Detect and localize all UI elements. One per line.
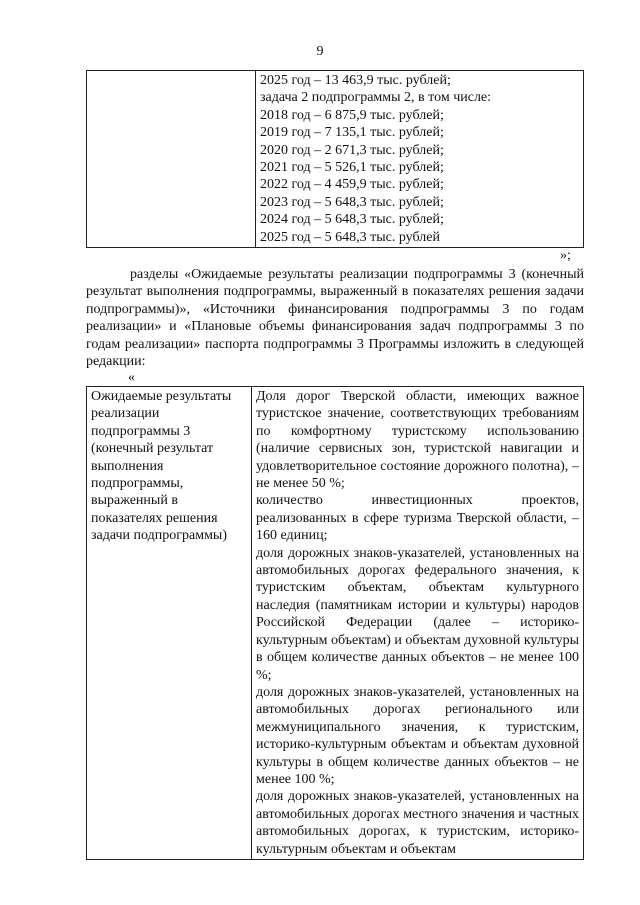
financing-line: 2023 год – 5 648,3 тыс. рублей;	[260, 194, 444, 210]
financing-line: 2019 год – 7 135,1 тыс. рублей;	[260, 125, 444, 141]
financing-line: 2025 год – 5 648,3 тыс. рублей	[260, 229, 440, 245]
financing-line: задача 2 подпрограммы 2, в том числе:	[260, 90, 492, 106]
financing-line: 2018 год – 6 875,9 тыс. рублей;	[260, 107, 444, 123]
page-number: 9	[316, 44, 324, 59]
financing-table	[86, 70, 584, 248]
financing-line: 2020 год – 2 671,3 тыс. рублей;	[260, 142, 444, 158]
result-item: доля дорожных знаков-указателей, установленных на автомобильных дорогах федерального значения, к туристским объектам, объектам культурного наследия (памятникам истории и культуры) народов Российской Федерации (далее – историко-культурным объектам) и объектам духовной культуры в общем количестве данных объектов – не менее 100 %;	[256, 545, 579, 683]
financing-line: 2022 год – 4 459,9 тыс. рублей;	[260, 177, 444, 193]
table-row	[87, 387, 584, 860]
result-item: количество инвестиционных проектов, реализованных в сфере туризма Тверской области, – 160 единиц;	[256, 493, 579, 544]
opening-quote: «	[128, 370, 135, 385]
results-table	[86, 386, 584, 860]
results-label-cell: Ожидаемые результаты реализации подпрограммы 3 (конечный результат выполнения подпрограммы, выраженный в показателях решения задачи подпрограммы)	[87, 387, 252, 860]
financing-line: 2021 год – 5 526,1 тыс. рублей;	[260, 160, 444, 176]
financing-label-cell	[87, 71, 256, 248]
result-item: доля дорожных знаков-указателей, установленных на автомобильных дорогах регионального или межмуниципального значения, к туристским, историко-культурным объектам и объектам духовной культуры в общем количестве данных объектов – не менее 100 %;	[256, 684, 579, 787]
financing-line: 2024 год – 5 648,3 тыс. рублей;	[260, 212, 444, 228]
table-row	[87, 71, 584, 248]
amendment-paragraph: разделы «Ожидаемые результаты реализации подпрограммы 3 (конечный результат выполнения подпрограммы, выраженный в показателях решения задачи подпрограммы)», «Источники финансирования подпрограммы 3 по годам реализации» и «Плановые объемы финансирования задач подпрограммы 3 по годам реализации» паспорта подпрограммы 3 Программы изложить в следующей редакции:	[86, 267, 584, 370]
financing-values-cell	[256, 71, 584, 248]
result-item: доля дорожных знаков-указателей, установленных на автомобильных дорогах местного значения и частных автомобильных дорогах, к туристским, историко-культурным объектам и объектам	[256, 789, 579, 857]
result-item: Доля дорог Тверской области, имеющих важное туристское значение, соответствующих требованиям по комфортному туристскому использованию (наличие сервисных зон, туристской навигации и удовлетворительное состояние дорожного полотна), – не менее 50 %;	[256, 389, 579, 492]
closing-quote: »;	[560, 248, 571, 263]
financing-line: 2025 год – 13 463,9 тыс. рублей;	[260, 73, 451, 88]
results-content-cell	[252, 387, 584, 860]
